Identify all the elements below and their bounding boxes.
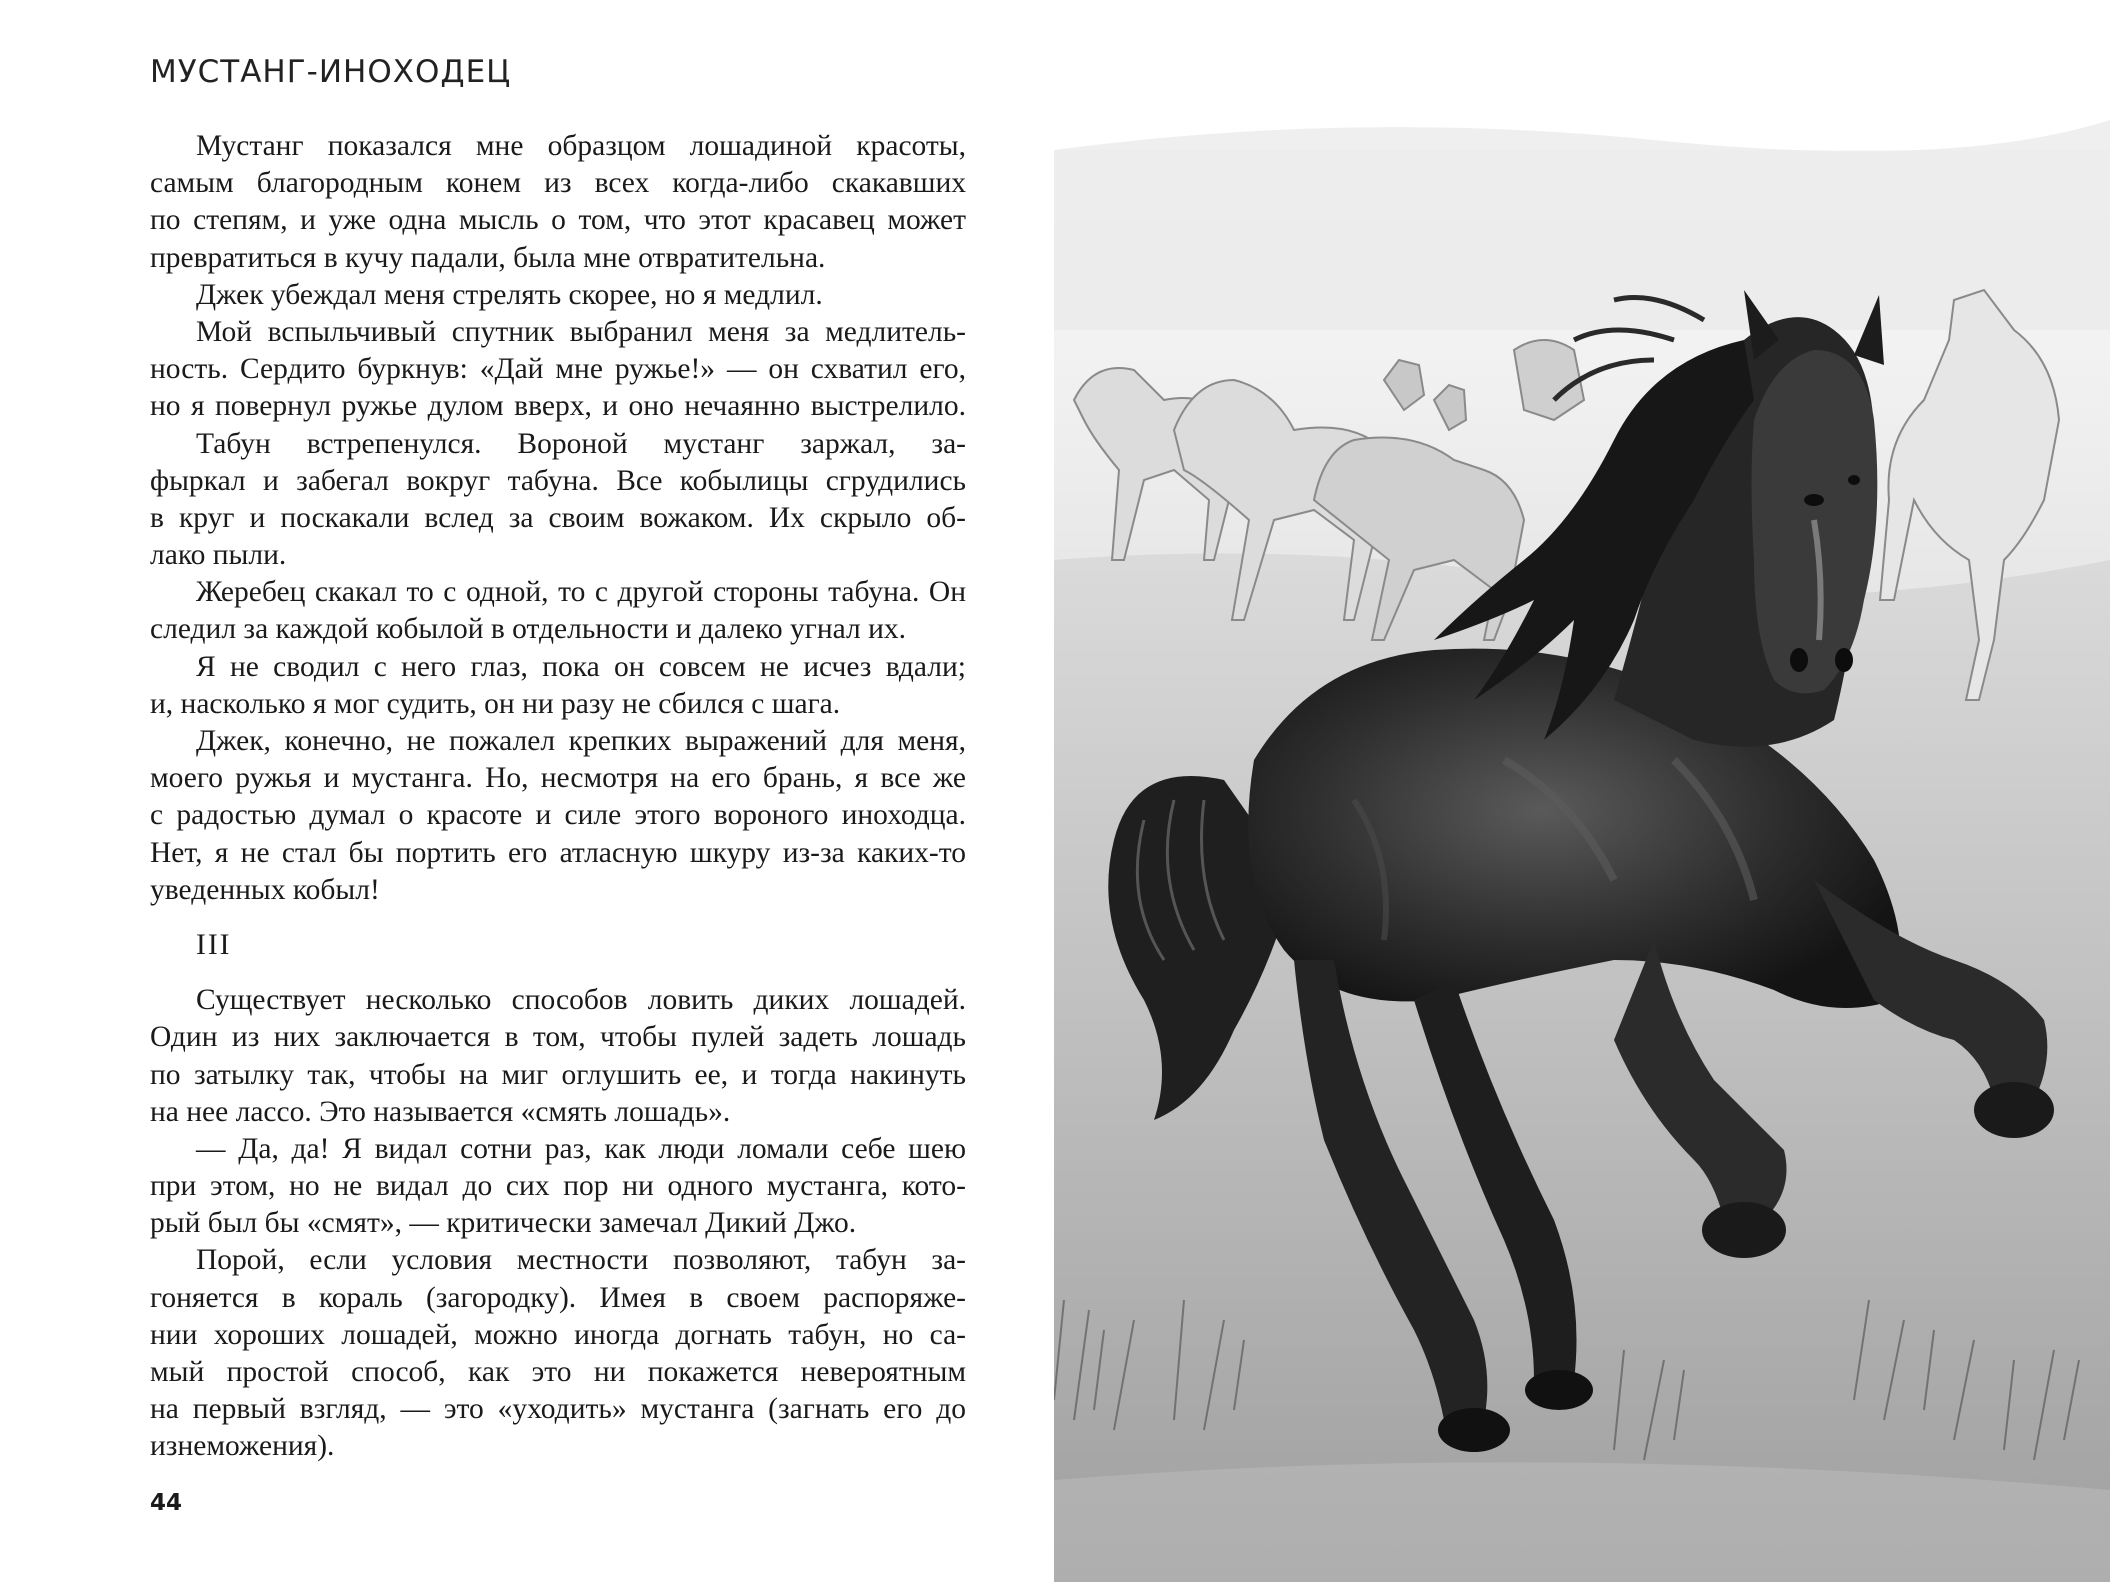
text-after-section [150, 982, 966, 1465]
text-line: на нее лассо. Это называется «смять лошадь». [150, 1095, 731, 1128]
text-line: мый простой способ, как это ни покажется невероятным [150, 1356, 966, 1388]
text-line: Существует несколько способов ловить диких лошадей. [196, 984, 966, 1017]
text-line: нии хороших лошадей, можно иногда догнать табун, но са- [150, 1318, 966, 1351]
text-line: на первый взгляд, — это «уходить» мустанга (загнать его до [150, 1393, 966, 1426]
text-line: превратиться в кучу падали, была мне отвратительна. [150, 241, 826, 274]
text-line: Жеребец скакал то с одной, то с другой стороны табуна. Он [196, 576, 966, 609]
text-line: — Да, да! Я видал сотни раз, как люди ломали себе шею [196, 1132, 966, 1165]
text-line: при этом, но не видал до сих пор ни одного мустанга, кото- [150, 1170, 966, 1203]
text-line: гоняется в кораль (загородку). Имея в своем распоряже- [150, 1281, 966, 1314]
illustration [1054, 0, 2110, 1582]
text-line: в круг и поскакали вслед за своим вожаком. Их скрыло об- [150, 501, 966, 534]
text-line: Нет, я не стал бы портить его атласную шкуру из-за каких-то [150, 836, 966, 869]
text-line: Порой, если условия местности позволяют, табун за- [196, 1244, 966, 1277]
text-line: самым благородным конем из всех когда-либо скакавших [150, 167, 966, 200]
text-line: по степям, и уже одна мысль о том, что этот красавец может [150, 204, 966, 237]
text-line: рый был бы «смят», — критически замечал Дикий Джо. [150, 1207, 857, 1240]
text-line: моего ружья и мустанга. Но, несмотря на его брань, я все же [150, 762, 966, 795]
left-page [0, 0, 1054, 1582]
text-line: по затылку так, чтобы на миг оглушить ее, и тогда накинуть [150, 1058, 966, 1091]
text-before-section [150, 128, 966, 909]
text-line: Мой вспыльчивый спутник выбранил меня за медлитель- [196, 315, 966, 348]
text-line: лако пыли. [150, 539, 287, 572]
text-line: Я не сводил с него глаз, пока он совсем не исчез вдали; [196, 650, 966, 683]
text-line: и, насколько я мог судить, он ни разу не сбился с шага. [150, 687, 841, 720]
text-line: следил за каждой кобылой в отдельности и далеко угнал их. [150, 613, 907, 646]
horse-illustration [1054, 0, 2110, 1582]
body-text [150, 128, 966, 1466]
text-line: ность. Сердито буркнув: «Дай мне ружье!» — он схватил его, [150, 353, 966, 386]
section-number: III [196, 928, 232, 961]
running-head: МУСТАНГ-ИНОХОДЕЦ [150, 54, 512, 90]
text-line: уведенных кобыл! [150, 873, 380, 906]
text-line: фыркал и забегал вокруг табуна. Все кобылицы сгрудились [150, 464, 966, 497]
text-line: Джек убеждал меня стрелять скорее, но я медлил. [196, 278, 823, 311]
text-line: изнеможения). [150, 1430, 335, 1463]
text-line: но я повернул ружье дулом вверх, и оно нечаянно выстрелило. [150, 390, 966, 423]
text-line: Один из них заключается в том, чтобы пулей задеть лошадь [150, 1021, 966, 1054]
text-line: Джек, конечно, не пожалел крепких выражений для меня, [196, 725, 966, 757]
text-line: Мустанг показался мне образцом лошадиной красоты, [196, 130, 966, 162]
text-line: с радостью думал о красоте и силе этого вороного иноходца. [150, 799, 966, 832]
text-line: Табун встрепенулся. Вороной мустанг заржал, за- [196, 427, 966, 460]
page-number: 44 [150, 1490, 183, 1516]
